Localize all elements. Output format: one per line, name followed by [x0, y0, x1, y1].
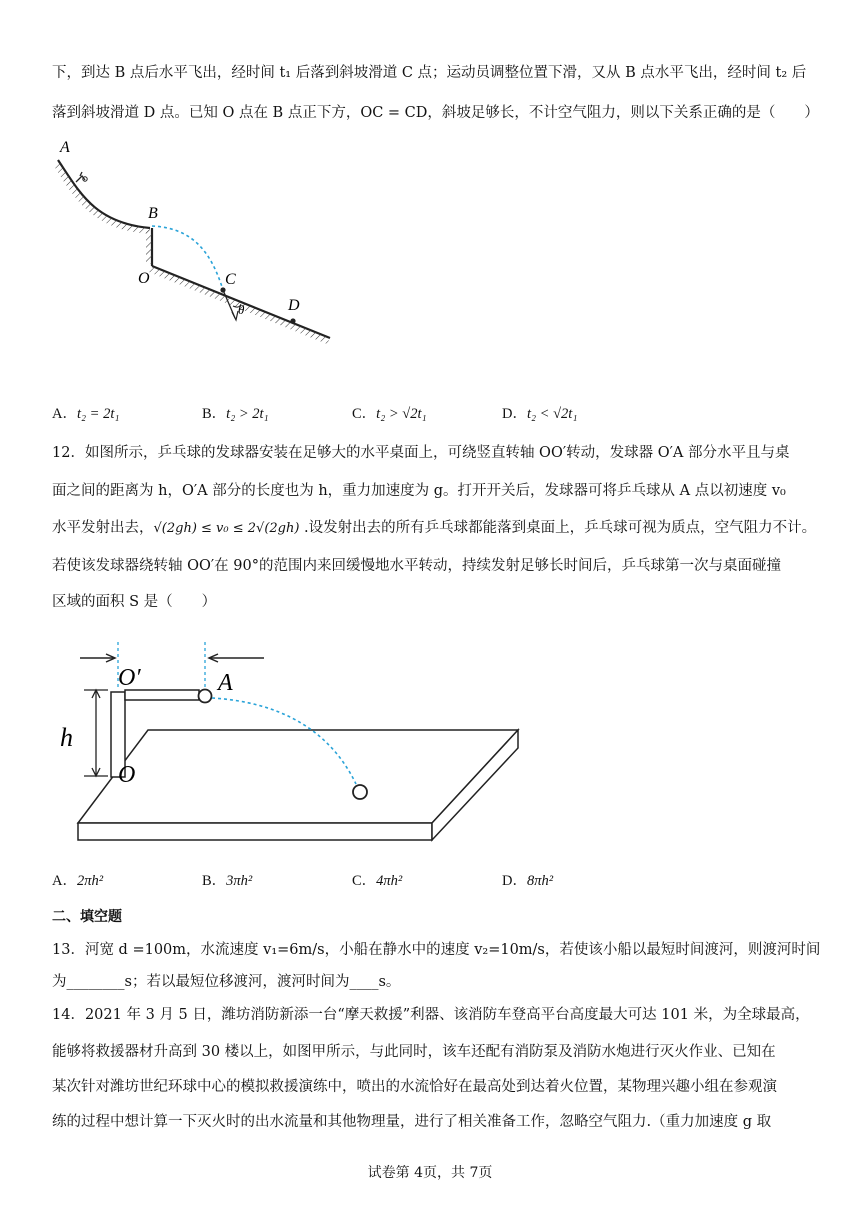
page-footer: 试卷第 4页，共 7页 [367, 1165, 493, 1181]
q13-line-1: 13．河宽 d =100m，水流速度 v₁=6m/s，小船在静水中的速度 v₂=10m/s，若使该小船以最短时间渡河，则渡河时间 [52, 942, 821, 958]
q12-option-d[interactable]: D．8πh² [502, 873, 554, 889]
q12-figure-launcher [50, 640, 540, 855]
q12-option-c[interactable]: C．4πh² [352, 873, 403, 889]
q11-line-2: 落到斜坡滑道 D 点。已知 O 点在 B 点正下方，OC = CD，斜坡足够长，不计空气阻力，则以下关系正确的是（ ） [52, 105, 819, 121]
q14-line-4: 练的过程中想计算一下灭火时的出水流量和其他物理量，进行了相关准备工作，忽略空气阻力.（重力加速度 g 取 [52, 1114, 772, 1130]
section-title-fill-in: 二、填空题 [52, 909, 122, 925]
q14-line-3: 某次针对潍坊世纪环球中心的模拟救援演练中，喷出的水流恰好在最高处到达着火位置，某物理兴趣小组在参观演 [52, 1079, 777, 1095]
q14-line-1: 14．2021 年 3 月 5 日，潍坊消防新添一台“摩天救援”利器、该消防车登高平台高度最大可达 101 米，为全球最高， [52, 1007, 810, 1023]
q11-option-c[interactable]: C．t₂ > √2t₁ [352, 406, 427, 422]
q12-option-a[interactable]: A．2πh² [52, 873, 104, 889]
q14-line-2: 能够将救援器材升高到 30 楼以上，如图甲所示，与此同时，该车还配有消防泵及消防水炮进行灭火作业、已知在 [52, 1044, 776, 1060]
q11-figure-ski-slope [50, 138, 350, 353]
q12-label-o: O [118, 762, 136, 788]
q11-option-a[interactable]: A．t₂ = 2t₁ [52, 406, 120, 422]
q12-line-3: 水平发射出去，√(2gh) ≤ v₀ ≤ 2√(2gh) .设发射出去的所有乒乓球都能落到桌面上，乒乓球可视为质点，空气阻力不计。 [52, 520, 817, 536]
q12-formula: √(2gh) ≤ v₀ ≤ 2√(2gh) [153, 521, 300, 536]
q13-line-2: 为________s；若以最短位移渡河，渡河时间为____s。 [52, 974, 401, 990]
q12-option-b[interactable]: B．3πh² [202, 873, 253, 889]
q12-line-1: 12．如图所示，乒乓球的发球器安装在足够大的水平桌面上，可绕竖直转轴 OO′转动，发球器 O′A 部分水平且与桌 [52, 445, 790, 461]
q12-line-5: 区域的面积 S 是（ ） [52, 594, 217, 610]
q11-label-theta: θ [238, 302, 245, 317]
q12-line-4: 若使该发球器绕转轴 OO′在 90°的范围内来回缓慢地水平转动，持续发射足够长时间后，乒乓球第一次与桌面碰撞 [52, 558, 781, 574]
q11-option-b[interactable]: B．t₂ > 2t₁ [202, 406, 269, 422]
q12-label-o-prime: O′ [118, 665, 141, 691]
q11-label-b: B [148, 205, 158, 222]
q12-line-2: 面之间的距离为 h，O′A 部分的长度也为 h，重力加速度为 g。打开开关后，发球器可将乒乓球从 A 点以初速度 v₀ [52, 483, 786, 499]
q11-label-o: O [138, 270, 150, 287]
q12-label-h: h [60, 723, 73, 752]
q12-label-a: A [218, 670, 233, 696]
q11-label-a: A [60, 139, 70, 156]
q11-label-c: C [225, 271, 236, 288]
q11-option-d[interactable]: D．t₂ < √2t₁ [502, 406, 578, 422]
q11-line-1: 下，到达 B 点后水平飞出，经时间 t₁ 后落到斜坡滑道 C 点；运动员调整位置下滑，又从 B 点水平飞出，经时间 t₂ 后 [52, 65, 807, 81]
q11-label-d: D [288, 297, 300, 314]
